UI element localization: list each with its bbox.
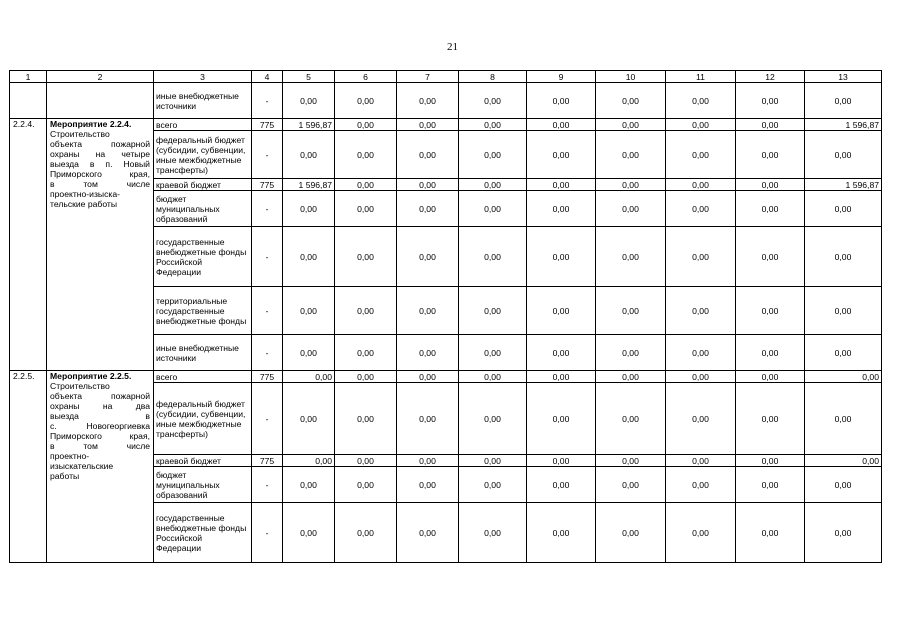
code-cell: - [252,287,283,335]
amount-cell: 0,00 [283,455,335,467]
column-header: 7 [397,71,459,83]
amount-cell: 0,00 [527,335,596,371]
amount-cell: 0,00 [805,455,882,467]
table-row [10,371,882,383]
item-number-cell [10,83,47,119]
table-row [10,119,882,131]
amount-cell: 0,00 [527,467,596,503]
amount-cell: 0,00 [596,503,666,563]
amount-cell: 0,00 [397,227,459,287]
amount-cell: 0,00 [736,383,805,455]
amount-cell: 0,00 [596,191,666,227]
amount-cell: 0,00 [805,83,882,119]
item-name-cell [47,371,154,563]
funding-source-cell: территориальные государственные внебюджетные фонды [154,287,252,335]
amount-cell: 0,00 [283,287,335,335]
amount-cell: 0,00 [283,335,335,371]
amount-cell: 0,00 [527,227,596,287]
code-cell: - [252,335,283,371]
column-header: 12 [736,71,805,83]
item-description-line: Приморского края, [50,431,150,441]
amount-cell: 0,00 [736,455,805,467]
item-description-line: охраны на два [50,401,150,411]
item-name-cell [47,119,154,371]
amount-cell: 0,00 [283,131,335,179]
amount-cell: 0,00 [527,179,596,191]
amount-cell: 0,00 [335,335,397,371]
amount-cell: 0,00 [335,455,397,467]
amount-cell: 0,00 [527,119,596,131]
funding-source-cell: всего [154,371,252,383]
amount-cell: 0,00 [335,503,397,563]
amount-cell: 0,00 [335,83,397,119]
budget-table-body [10,71,882,563]
amount-cell: 0,00 [397,383,459,455]
column-header: 6 [335,71,397,83]
column-header: 13 [805,71,882,83]
amount-cell: 0,00 [666,131,736,179]
amount-cell: 0,00 [805,287,882,335]
column-number-row [10,71,882,83]
amount-cell: 0,00 [596,383,666,455]
amount-cell: 0,00 [283,227,335,287]
funding-source-cell: бюджет муниципальных образований [154,191,252,227]
amount-cell: 0,00 [335,383,397,455]
amount-cell: 0,00 [283,383,335,455]
amount-cell: 0,00 [736,467,805,503]
amount-cell: 0,00 [666,371,736,383]
amount-cell: 0,00 [527,287,596,335]
column-header: 9 [527,71,596,83]
code-cell: - [252,227,283,287]
item-description [50,381,150,481]
amount-cell: 0,00 [527,371,596,383]
amount-cell: 0,00 [397,467,459,503]
code-cell: - [252,383,283,455]
amount-cell: 0,00 [459,179,527,191]
code-cell: - [252,131,283,179]
amount-cell: 0,00 [596,131,666,179]
amount-cell: 0,00 [459,83,527,119]
amount-cell: 0,00 [805,191,882,227]
amount-cell: 0,00 [736,371,805,383]
amount-cell: 0,00 [805,503,882,563]
funding-source-cell: государственные внебюджетные фонды Российской Федерации [154,503,252,563]
amount-cell: 0,00 [397,455,459,467]
item-description-line: выезда в п. Новый [50,159,150,169]
amount-cell: 0,00 [736,335,805,371]
amount-cell: 0,00 [397,179,459,191]
amount-cell: 1 596,87 [805,119,882,131]
amount-cell: 0,00 [335,119,397,131]
amount-cell: 1 596,87 [805,179,882,191]
amount-cell: 0,00 [527,191,596,227]
item-description-line: в том числе [50,441,150,451]
funding-source-cell: федеральный бюджет (субсидии, субвенции, иные межбюджетные трансферты) [154,131,252,179]
item-description-line: тельские работы [50,199,118,209]
item-description-line: проектно-изыска- [50,189,120,199]
amount-cell: 0,00 [459,227,527,287]
amount-cell: 0,00 [283,503,335,563]
item-description-line: Строительство [50,129,110,139]
amount-cell: 0,00 [666,191,736,227]
item-description-line: изыскательские [50,461,114,471]
amount-cell: 0,00 [736,179,805,191]
funding-source-cell: иные внебюджетные источники [154,83,252,119]
code-cell: - [252,503,283,563]
amount-cell: 0,00 [805,383,882,455]
amount-cell: 0,00 [596,83,666,119]
amount-cell: 0,00 [736,131,805,179]
amount-cell: 0,00 [666,455,736,467]
amount-cell: 0,00 [527,131,596,179]
amount-cell: 0,00 [397,131,459,179]
amount-cell: 1 596,87 [283,179,335,191]
amount-cell: 0,00 [805,335,882,371]
item-description-line: с. Новогеоргиевка [50,421,150,431]
amount-cell: 0,00 [335,227,397,287]
funding-source-cell: федеральный бюджет (субсидии, субвенции, иные межбюджетные трансферты) [154,383,252,455]
amount-cell: 0,00 [527,383,596,455]
amount-cell: 0,00 [596,455,666,467]
amount-cell: 0,00 [283,467,335,503]
amount-cell: 0,00 [666,227,736,287]
item-description-line: выезда в [50,411,150,421]
column-header: 10 [596,71,666,83]
amount-cell: 0,00 [805,371,882,383]
item-description-line: охраны на четыре [50,149,150,159]
item-name-cell [47,83,154,119]
amount-cell: 0,00 [596,335,666,371]
item-title: Мероприятие 2.2.4. [50,119,132,129]
amount-cell: 0,00 [736,119,805,131]
amount-cell: 0,00 [736,83,805,119]
item-title: Мероприятие 2.2.5. [50,371,132,381]
item-description [50,129,150,209]
funding-source-cell: бюджет муниципальных образований [154,467,252,503]
amount-cell: 0,00 [596,371,666,383]
page-number: 21 [447,41,458,53]
amount-cell: 0,00 [459,467,527,503]
column-header: 5 [283,71,335,83]
amount-cell: 0,00 [397,83,459,119]
table-row [10,83,882,119]
code-cell: 775 [252,119,283,131]
amount-cell: 0,00 [596,179,666,191]
amount-cell: 0,00 [527,455,596,467]
code-cell: - [252,191,283,227]
funding-source-cell: иные внебюджетные источники [154,335,252,371]
column-header: 4 [252,71,283,83]
item-description-line: Приморского края, [50,169,150,179]
amount-cell: 0,00 [666,119,736,131]
funding-source-cell: краевой бюджет [154,455,252,467]
amount-cell: 0,00 [736,503,805,563]
amount-cell: 0,00 [459,191,527,227]
code-cell: - [252,83,283,119]
amount-cell: 0,00 [666,83,736,119]
funding-source-cell: всего [154,119,252,131]
amount-cell: 0,00 [736,191,805,227]
amount-cell: 0,00 [736,287,805,335]
item-description-line: в том числе [50,179,150,189]
amount-cell: 0,00 [335,467,397,503]
amount-cell: 0,00 [666,383,736,455]
item-description-line: объекта пожарной [50,391,150,401]
code-cell: - [252,467,283,503]
amount-cell: 0,00 [596,467,666,503]
item-description-line: объекта пожарной [50,139,150,149]
amount-cell: 0,00 [459,131,527,179]
amount-cell: 1 596,87 [283,119,335,131]
amount-cell: 0,00 [283,371,335,383]
amount-cell: 0,00 [397,119,459,131]
amount-cell: 0,00 [459,455,527,467]
amount-cell: 0,00 [666,503,736,563]
amount-cell: 0,00 [596,227,666,287]
column-header: 8 [459,71,527,83]
amount-cell: 0,00 [805,131,882,179]
item-description-line: проектно- [50,451,90,461]
code-cell: 775 [252,179,283,191]
amount-cell: 0,00 [666,287,736,335]
amount-cell: 0,00 [596,119,666,131]
amount-cell: 0,00 [397,503,459,563]
column-header: 2 [47,71,154,83]
amount-cell: 0,00 [397,191,459,227]
amount-cell: 0,00 [459,119,527,131]
amount-cell: 0,00 [335,371,397,383]
amount-cell: 0,00 [459,335,527,371]
amount-cell: 0,00 [527,83,596,119]
item-description-line: Строительство [50,381,110,391]
amount-cell: 0,00 [805,227,882,287]
amount-cell: 0,00 [666,467,736,503]
amount-cell: 0,00 [283,191,335,227]
amount-cell: 0,00 [527,503,596,563]
amount-cell: 0,00 [459,287,527,335]
item-description-line: работы [50,471,80,481]
amount-cell: 0,00 [335,287,397,335]
amount-cell: 0,00 [666,179,736,191]
amount-cell: 0,00 [397,335,459,371]
column-header: 11 [666,71,736,83]
amount-cell: 0,00 [459,371,527,383]
budget-table [9,70,882,563]
item-number-cell: 2.2.5. [10,371,47,563]
code-cell: 775 [252,371,283,383]
amount-cell: 0,00 [335,179,397,191]
item-number-cell: 2.2.4. [10,119,47,371]
funding-source-cell: государственные внебюджетные фонды Российской Федерации [154,227,252,287]
amount-cell: 0,00 [397,287,459,335]
amount-cell: 0,00 [459,503,527,563]
amount-cell: 0,00 [736,227,805,287]
column-header: 3 [154,71,252,83]
amount-cell: 0,00 [596,287,666,335]
amount-cell: 0,00 [283,83,335,119]
funding-source-cell: краевой бюджет [154,179,252,191]
code-cell: 775 [252,455,283,467]
amount-cell: 0,00 [335,191,397,227]
amount-cell: 0,00 [459,383,527,455]
amount-cell: 0,00 [805,467,882,503]
amount-cell: 0,00 [335,131,397,179]
amount-cell: 0,00 [397,371,459,383]
amount-cell: 0,00 [666,335,736,371]
column-header: 1 [10,71,47,83]
